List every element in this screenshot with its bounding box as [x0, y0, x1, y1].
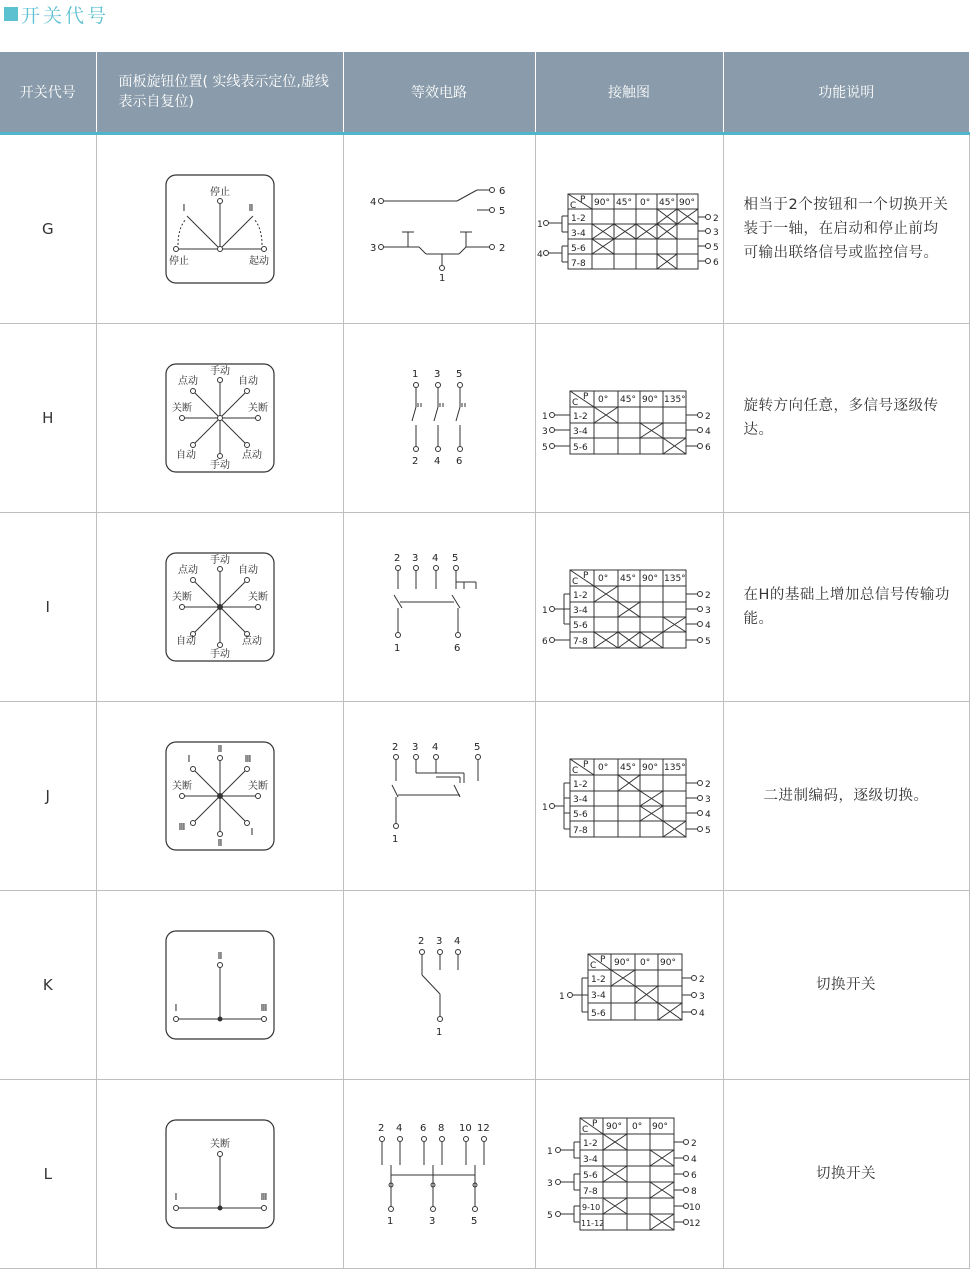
contact-header: 45° — [616, 198, 632, 208]
contact-terminal: 3 — [705, 606, 711, 616]
contact-header: 45° — [659, 198, 675, 208]
contact-header: 45° — [620, 763, 636, 773]
contact-terminal: 8 — [691, 1187, 697, 1197]
panel-cell — [96, 134, 343, 324]
panel-label: 手动 — [209, 366, 230, 377]
svg-text:C: C — [570, 201, 577, 211]
circuit-terminal-label: 4 — [434, 456, 441, 467]
function-description: 二进制编码，逐级切换。 — [723, 702, 969, 891]
panel-cell — [96, 513, 343, 702]
contact-row-label: 3-4 — [573, 795, 588, 805]
contact-row-label: 7-8 — [583, 1187, 598, 1197]
contact-row-label: 5-6 — [591, 1009, 606, 1019]
circuit-terminal-label: 3 — [429, 1216, 436, 1227]
contact-header: 90° — [642, 763, 658, 773]
contact-terminal: 4 — [705, 427, 711, 437]
circuit-terminal-label: 2 — [394, 553, 401, 564]
knob-panel-diagram — [164, 551, 276, 663]
svg-text:P: P — [583, 571, 589, 581]
panel-label: Ⅲ — [260, 1003, 267, 1014]
svg-text:P: P — [600, 955, 606, 965]
table-row — [0, 891, 969, 1080]
contact-row-label: 5-6 — [583, 1171, 598, 1181]
panel-label: 点动 — [241, 636, 262, 647]
row-code: J — [0, 702, 96, 891]
function-description: 切换开关 — [723, 891, 969, 1080]
circuit-terminal-label: 5 — [452, 553, 459, 564]
panel-label: 关断 — [171, 403, 192, 414]
equivalent-circuit-diagram — [364, 741, 514, 851]
panel-cell — [96, 1080, 343, 1269]
contact-header: 45° — [620, 574, 636, 584]
circuit-terminal-label: 1 — [436, 1027, 443, 1038]
contact-terminal: 12 — [689, 1219, 701, 1229]
contact-chart-diagram — [536, 751, 722, 841]
circuit-terminal-label: 10 — [459, 1123, 472, 1134]
circuit-terminal-label: 12 — [477, 1123, 490, 1134]
table-header-row — [0, 52, 969, 134]
panel-label: 起动 — [248, 256, 269, 267]
panel-label: 关断 — [247, 403, 268, 414]
svg-text:C: C — [590, 961, 597, 971]
contact-row-label: 5-6 — [573, 810, 588, 820]
table-row — [0, 702, 969, 891]
circuit-terminal-label: 4 — [370, 197, 377, 208]
table-row — [0, 324, 969, 513]
header-contact: 接触图 — [535, 52, 723, 134]
row-code: K — [0, 891, 96, 1080]
panel-label: Ⅰ — [174, 1003, 177, 1014]
circuit-terminal-label: 5 — [456, 369, 463, 380]
contact-terminal: 3 — [542, 427, 548, 437]
title-square-icon — [4, 7, 18, 21]
panel-label: 关断 — [247, 781, 268, 792]
contact-terminal: 6 — [691, 1171, 697, 1181]
contact-header: 0° — [640, 198, 651, 208]
row-code: I — [0, 513, 96, 702]
panel-label: Ⅰ — [174, 1192, 177, 1203]
contact-terminal: 5 — [705, 826, 711, 836]
panel-label: 关断 — [209, 1139, 230, 1150]
equivalent-circuit-diagram — [364, 552, 514, 662]
panel-label: Ⅰ — [187, 754, 190, 765]
panel-label: 停止 — [168, 256, 189, 267]
panel-label: Ⅲ — [244, 754, 251, 765]
panel-label: Ⅱ — [217, 951, 222, 962]
equivalent-circuit-diagram — [364, 363, 514, 473]
contact-terminal: 4 — [691, 1155, 697, 1165]
function-description: 相当于2个按钮和一个切换开关装于一轴，在启动和停止前均可输出联络信号或监控信号。 — [723, 134, 969, 324]
contact-terminal: 10 — [689, 1203, 701, 1213]
panel-label: 点动 — [241, 450, 262, 461]
panel-label: 自动 — [237, 376, 258, 387]
contact-chart-diagram — [536, 184, 722, 274]
contact-header: 135° — [664, 395, 686, 405]
contact-row-label: 1-2 — [573, 591, 588, 601]
function-description: 旋转方向任意，多信号逐级传达。 — [723, 324, 969, 513]
panel-label: 关断 — [171, 781, 192, 792]
circuit-terminal-label: 4 — [432, 553, 439, 564]
contact-terminal: 5 — [713, 243, 719, 253]
header-circuit: 等效电路 — [343, 52, 535, 134]
contact-terminal: 2 — [699, 975, 705, 985]
svg-text:C: C — [572, 398, 579, 408]
svg-text:C: C — [572, 577, 579, 587]
contact-terminal: 6 — [705, 443, 711, 453]
equivalent-circuit-diagram — [364, 1119, 514, 1229]
contact-row-label: 9-10 — [582, 1203, 601, 1212]
contact-header: 90° — [652, 1122, 668, 1132]
circuit-terminal-label: 2 — [418, 936, 425, 947]
contact-cell — [535, 1080, 723, 1269]
table-row — [0, 1080, 969, 1269]
contact-row-label: 1-2 — [583, 1139, 598, 1149]
svg-text:P: P — [592, 1119, 598, 1129]
contact-terminal: 1 — [542, 606, 548, 616]
circuit-terminal-label: 2 — [499, 243, 506, 254]
svg-text:P: P — [583, 760, 589, 770]
contact-row-label: 1-2 — [591, 975, 606, 985]
circuit-terminal-label: 4 — [396, 1123, 403, 1134]
panel-label: 手动 — [209, 555, 230, 566]
svg-text:P: P — [580, 195, 586, 205]
contact-terminal: 1 — [537, 220, 543, 230]
contact-terminal: 4 — [705, 810, 711, 820]
contact-terminal: 4 — [705, 621, 711, 631]
circuit-cell — [343, 891, 535, 1080]
knob-panel-diagram — [164, 1118, 276, 1230]
contact-header: 0° — [632, 1122, 643, 1132]
contact-terminal: 1 — [542, 803, 548, 813]
circuit-cell — [343, 324, 535, 513]
circuit-terminal-label: 6 — [420, 1123, 427, 1134]
circuit-cell — [343, 134, 535, 324]
panel-label: 点动 — [177, 565, 198, 576]
knob-panel-diagram — [164, 362, 276, 474]
contact-row-label: 7-8 — [573, 637, 588, 647]
circuit-terminal-label: 6 — [499, 186, 506, 197]
circuit-terminal-label: 3 — [370, 243, 377, 254]
contact-row-label: 3-4 — [591, 991, 606, 1001]
equivalent-circuit-diagram — [364, 930, 514, 1040]
panel-label: Ⅱ — [217, 744, 222, 755]
circuit-terminal-label: 8 — [438, 1123, 445, 1134]
contact-header: 0° — [598, 763, 609, 773]
knob-panel-diagram — [164, 929, 276, 1041]
contact-terminal: 5 — [542, 443, 548, 453]
contact-row-label: 5-6 — [571, 244, 586, 254]
contact-terminal: 6 — [542, 637, 548, 647]
contact-row-label: 1-2 — [573, 780, 588, 790]
panel-label: 手动 — [209, 649, 230, 660]
contact-chart-diagram — [536, 373, 722, 463]
contact-cell — [535, 891, 723, 1080]
table-row — [0, 134, 969, 324]
circuit-terminal-label: 2 — [378, 1123, 385, 1134]
header-panel: 面板旋钮位置( 实线表示定位,虚线表示自复位) — [96, 52, 343, 134]
contact-header: 0° — [640, 958, 651, 968]
contact-row-label: 1-2 — [573, 412, 588, 422]
contact-terminal: 5 — [547, 1211, 553, 1221]
svg-text:P: P — [583, 392, 589, 402]
contact-header: 45° — [620, 395, 636, 405]
contact-row-label: 3-4 — [571, 229, 586, 239]
circuit-cell — [343, 702, 535, 891]
circuit-terminal-label: 5 — [474, 742, 481, 753]
section-title-text: 开关代号 — [21, 4, 110, 27]
panel-cell — [96, 702, 343, 891]
contact-cell — [535, 702, 723, 891]
contact-terminal: 2 — [705, 591, 711, 601]
switch-code-table — [0, 52, 970, 1269]
contact-header: 0° — [598, 574, 609, 584]
panel-label: Ⅱ — [248, 203, 253, 214]
row-code: H — [0, 324, 96, 513]
circuit-terminal-label: 1 — [439, 273, 446, 284]
svg-text:C: C — [572, 766, 579, 776]
circuit-terminal-label: 1 — [394, 643, 401, 654]
circuit-cell — [343, 513, 535, 702]
panel-label: Ⅰ — [250, 827, 253, 838]
contact-header: 90° — [606, 1122, 622, 1132]
contact-row-label: 3-4 — [573, 427, 588, 437]
contact-cell — [535, 134, 723, 324]
panel-label: 点动 — [177, 376, 198, 387]
circuit-terminal-label: 2 — [392, 742, 399, 753]
circuit-terminal-label: 3 — [434, 369, 441, 380]
contact-header: 90° — [594, 198, 610, 208]
contact-row-label: 5-6 — [573, 621, 588, 631]
contact-terminal: 3 — [705, 795, 711, 805]
panel-cell — [96, 891, 343, 1080]
contact-terminal: 2 — [691, 1139, 697, 1149]
circuit-terminal-label: 1 — [412, 369, 419, 380]
contact-header: 90° — [660, 958, 676, 968]
panel-label: Ⅱ — [217, 838, 222, 849]
circuit-terminal-label: 1 — [387, 1216, 394, 1227]
contact-terminal: 5 — [705, 637, 711, 647]
knob-panel-diagram — [164, 173, 276, 285]
contact-chart-diagram — [536, 1114, 722, 1234]
circuit-terminal-label: 5 — [471, 1216, 478, 1227]
panel-label: Ⅲ — [260, 1192, 267, 1203]
circuit-terminal-label: 5 — [499, 206, 506, 217]
contact-row-label: 7-8 — [571, 259, 586, 269]
contact-terminal: 3 — [713, 228, 719, 238]
circuit-terminal-label: 3 — [412, 742, 419, 753]
header-code: 开关代号 — [0, 52, 96, 134]
panel-label: Ⅰ — [182, 203, 185, 214]
panel-label: Ⅲ — [178, 822, 185, 833]
contact-header: 90° — [614, 958, 630, 968]
panel-cell — [96, 324, 343, 513]
contact-terminal: 3 — [699, 992, 705, 1002]
contact-row-label: 5-6 — [573, 443, 588, 453]
header-function: 功能说明 — [723, 52, 969, 134]
contact-terminal: 2 — [705, 412, 711, 422]
circuit-cell — [343, 1080, 535, 1269]
contact-header: 135° — [664, 574, 686, 584]
circuit-terminal-label: 6 — [454, 643, 461, 654]
function-description: 切换开关 — [723, 1080, 969, 1269]
knob-panel-diagram — [164, 740, 276, 852]
equivalent-circuit-diagram — [364, 174, 514, 284]
circuit-terminal-label: 6 — [456, 456, 463, 467]
contact-terminal: 4 — [699, 1009, 705, 1019]
circuit-terminal-label: 2 — [412, 456, 419, 467]
contact-terminal: 2 — [705, 780, 711, 790]
contact-cell — [535, 513, 723, 702]
circuit-terminal-label: 4 — [432, 742, 439, 753]
circuit-terminal-label: 3 — [436, 936, 443, 947]
contact-row-label: 1-2 — [571, 214, 586, 224]
contact-header: 0° — [598, 395, 609, 405]
panel-label: 自动 — [175, 450, 196, 461]
function-description: 在H的基础上增加总信号传输功能。 — [723, 513, 969, 702]
contact-terminal: 1 — [547, 1147, 553, 1157]
circuit-terminal-label: 4 — [454, 936, 461, 947]
contact-header: 90° — [642, 574, 658, 584]
contact-chart-diagram — [536, 940, 722, 1030]
panel-label: 手动 — [209, 460, 230, 471]
contact-header: 135° — [664, 763, 686, 773]
svg-text:C: C — [582, 1125, 589, 1135]
section-title — [4, 3, 109, 25]
panel-label: 自动 — [237, 565, 258, 576]
contact-header: 90° — [679, 198, 695, 208]
contact-terminal: 6 — [713, 258, 719, 268]
panel-label: 自动 — [175, 636, 196, 647]
contact-terminal: 1 — [542, 412, 548, 422]
row-code: L — [0, 1080, 96, 1269]
contact-header: 90° — [642, 395, 658, 405]
circuit-terminal-label: 3 — [412, 553, 419, 564]
panel-label: 停止 — [209, 187, 230, 198]
contact-terminal: 4 — [537, 250, 543, 260]
contact-row-label: 11-12 — [581, 1219, 605, 1228]
contact-row-label: 7-8 — [573, 826, 588, 836]
row-code: G — [0, 134, 96, 324]
contact-terminal: 3 — [547, 1179, 553, 1189]
contact-row-label: 3-4 — [573, 606, 588, 616]
contact-terminal: 1 — [559, 992, 565, 1002]
panel-label: 关断 — [171, 592, 192, 603]
contact-row-label: 3-4 — [583, 1155, 598, 1165]
contact-terminal: 2 — [713, 214, 719, 224]
table-row — [0, 513, 969, 702]
circuit-terminal-label: 1 — [392, 834, 399, 845]
contact-chart-diagram — [536, 562, 722, 652]
panel-label: 关断 — [247, 592, 268, 603]
contact-cell — [535, 324, 723, 513]
